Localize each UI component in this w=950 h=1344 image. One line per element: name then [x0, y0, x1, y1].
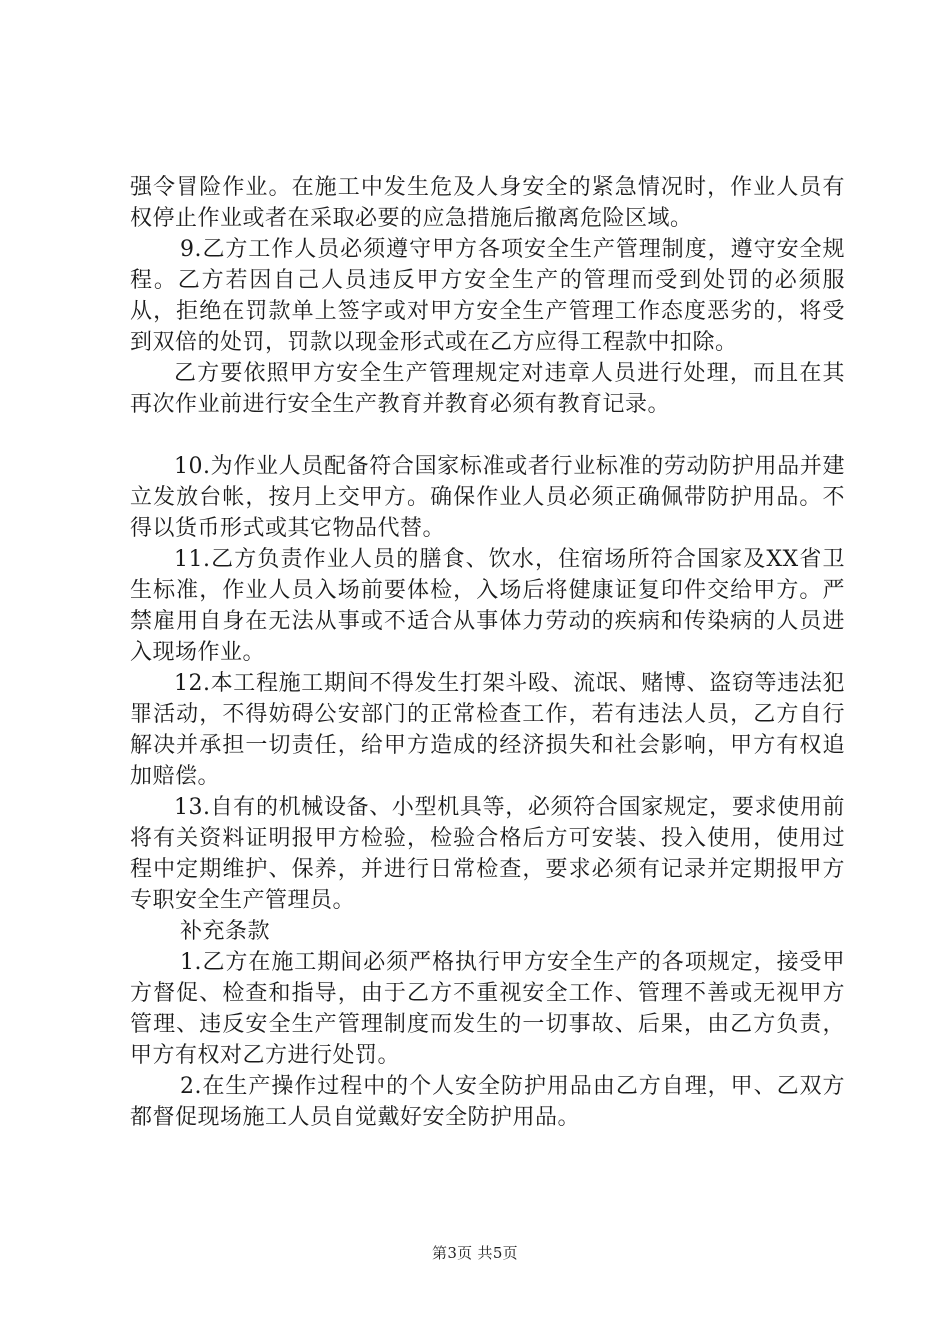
page-footer [0, 1242, 950, 1263]
paragraph-clause-11: 11.乙方负责作业人员的膳食、饮水，住宿场所符合国家及XX省卫生标准，作业人员入场前要体检，入场后将健康证复印件交给甲方。严禁雇用自身在无法从事或不适合从事体力劳动的疾病和传染病的人员进入现场作业。 [130, 547, 845, 665]
supplement-clause-1: 1.乙方在施工期间必须严格执行甲方安全生产的各项规定，接受甲方督促、检查和指导，由于乙方不重视安全工作、管理不善或无视甲方管理、违反安全生产管理制度而发生的一切事故、后果，由乙方负责，甲方有权对乙方进行处罚。 [130, 950, 845, 1068]
paragraph-clause-12: 12.本工程施工期间不得发生打架斗殴、流氓、赌博、盗窃等违法犯罪活动，不得妨碍公安部门的正常检查工作，若有违法人员，乙方自行解决并承担一切责任，给甲方造成的经济损失和社会影响，甲方有权追加赔偿。 [130, 671, 845, 789]
paragraph-violation-handling: 乙方要依照甲方安全生产管理规定对违章人员进行处理，而且在其再次作业前进行安全生产教育并教育必须有教育记录。 [130, 361, 845, 417]
paragraph-clause-10: 10.为作业人员配备符合国家标准或者行业标准的劳动防护用品并建立发放台帐，按月上交甲方。确保作业人员必须正确佩带防护用品。不得以货币形式或其它物品代替。 [130, 454, 845, 541]
paragraph-clause-13: 13.自有的机械设备、小型机具等，必须符合国家规定，要求使用前将有关资料证明报甲方检验，检验合格后方可安装、投入使用，使用过程中定期维护、保养，并进行日常检查，要求必须有记录并定期报甲方专职安全生产管理员。 [130, 795, 845, 913]
document-body [130, 172, 845, 1133]
supplement-clause-2: 2.在生产操作过程中的个人安全防护用品由乙方自理，甲、乙双方都督促现场施工人员自觉戴好安全防护用品。 [130, 1074, 845, 1130]
paragraph-continuation: 强令冒险作业。在施工中发生危及人身安全的紧急情况时，作业人员有权停止作业或者在采取必要的应急措施后撤离危险区域。 [130, 175, 845, 231]
paragraph-clause-9: 9.乙方工作人员必须遵守甲方各项安全生产管理制度，遵守安全规程。乙方若因自己人员违反甲方安全生产的管理而受到处罚的必须服从，拒绝在罚款单上签字或对甲方安全生产管理工作态度恶劣的，将受到双倍的处罚，罚款以现金形式或在乙方应得工程款中扣除。 [130, 237, 845, 355]
page-indicator: 第3页 共5页 [432, 1244, 518, 1262]
supplement-heading: 补充条款 [180, 919, 271, 944]
